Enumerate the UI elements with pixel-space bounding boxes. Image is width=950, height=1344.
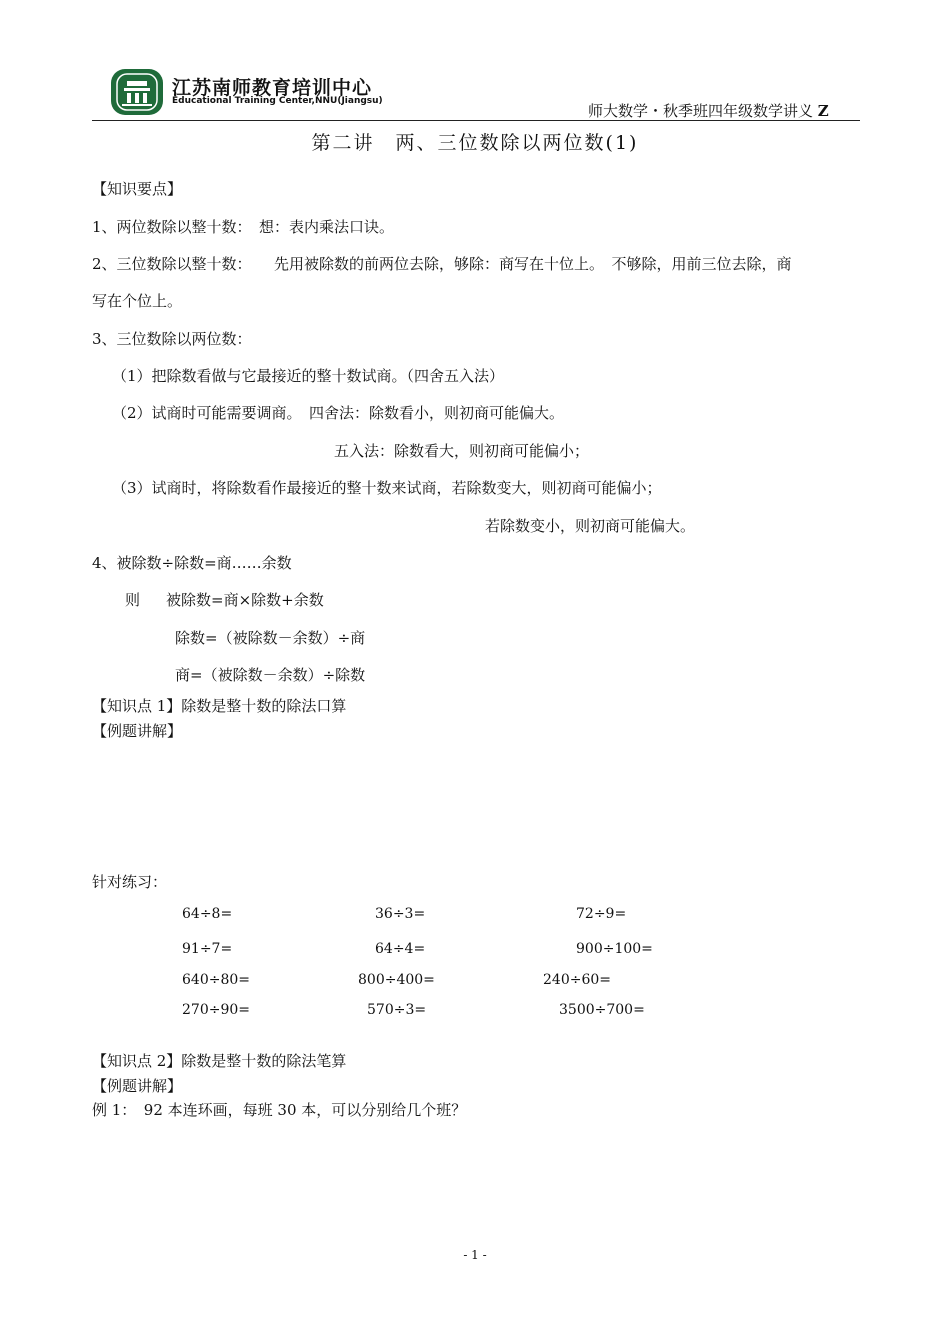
practice-item: 36÷3= <box>375 906 426 922</box>
knowledge-point-2: 2、三位数除以整十数： 先用被除数的前两位去除，够除：商写在十位上。 不够除，用前三位去除，商 <box>92 255 792 273</box>
section-2-heading: 【知识点 2】除数是整十数的除法笔算 <box>92 1052 347 1070</box>
course-header-text: 师大数学・秋季班四年级数学讲义 <box>588 102 814 120</box>
knowledge-point-4: 4、被除数÷除数=商……余数 <box>92 554 292 572</box>
page-number: - 1 - <box>463 1248 487 1262</box>
knowledge-point-3-2: （2）试商时可能需要调商。 四舍法：除数看小，则初商可能偏大。 <box>112 404 565 422</box>
practice-item: 270÷90= <box>182 1002 250 1018</box>
knowledge-point-3-2-cont: 五入法：除数看大，则初商可能偏小； <box>334 442 590 460</box>
practice-item: 800÷400= <box>358 972 435 988</box>
practice-item: 64÷8= <box>182 906 233 922</box>
formula-divisor: 除数=（被除数－余数）÷商 <box>175 629 366 647</box>
org-name-cn: 江苏南师教育培训中心 <box>172 77 373 99</box>
formula-dividend: 被除数=商×除数+余数 <box>166 591 324 609</box>
knowledge-point-2-cont: 写在个位上。 <box>92 292 183 310</box>
org-name-en: Educational Training Center,NNU(Jiangsu) <box>172 96 383 106</box>
course-header-suffix: Z <box>817 102 829 120</box>
practice-label: 针对练习： <box>92 873 168 891</box>
header-divider <box>92 120 860 121</box>
practice-item: 240÷60= <box>543 972 611 988</box>
practice-item: 570÷3= <box>367 1002 427 1018</box>
knowledge-point-3-1: （1）把除数看做与它最接近的整十数试商。（四舍五入法） <box>112 367 505 385</box>
practice-item: 3500÷700= <box>559 1002 645 1018</box>
practice-item: 640÷80= <box>182 972 250 988</box>
knowledge-point-3-3: （3）试商时，将除数看作最接近的整十数来试商，若除数变大，则初商可能偏小； <box>112 479 662 497</box>
knowledge-heading: 【知识要点】 <box>92 180 183 198</box>
course-header <box>588 100 829 121</box>
example-1: 例 1： 92 本连环画，每班 30 本，可以分别给几个班？ <box>92 1101 467 1119</box>
section-1-examples-heading: 【例题讲解】 <box>92 722 183 740</box>
practice-item: 900÷100= <box>576 941 653 957</box>
section-1-heading: 【知识点 1】除数是整十数的除法口算 <box>92 697 347 715</box>
practice-item: 72÷9= <box>576 906 627 922</box>
knowledge-point-3: 3、三位数除以两位数： <box>92 330 252 348</box>
section-2-examples-heading: 【例题讲解】 <box>92 1077 183 1095</box>
page-title: 第二讲 两、三位数除以两位数(1) <box>311 132 639 154</box>
practice-item: 64÷4= <box>375 941 426 957</box>
formula-then-label: 则 <box>125 591 141 609</box>
practice-item: 91÷7= <box>182 941 233 957</box>
logo-emblem <box>110 68 164 116</box>
formula-quotient: 商=（被除数－余数）÷除数 <box>175 666 366 684</box>
knowledge-point-1: 1、两位数除以整十数： 想：表内乘法口诀。 <box>92 218 395 236</box>
knowledge-point-3-3-cont: 若除数变小，则初商可能偏大。 <box>485 517 696 535</box>
